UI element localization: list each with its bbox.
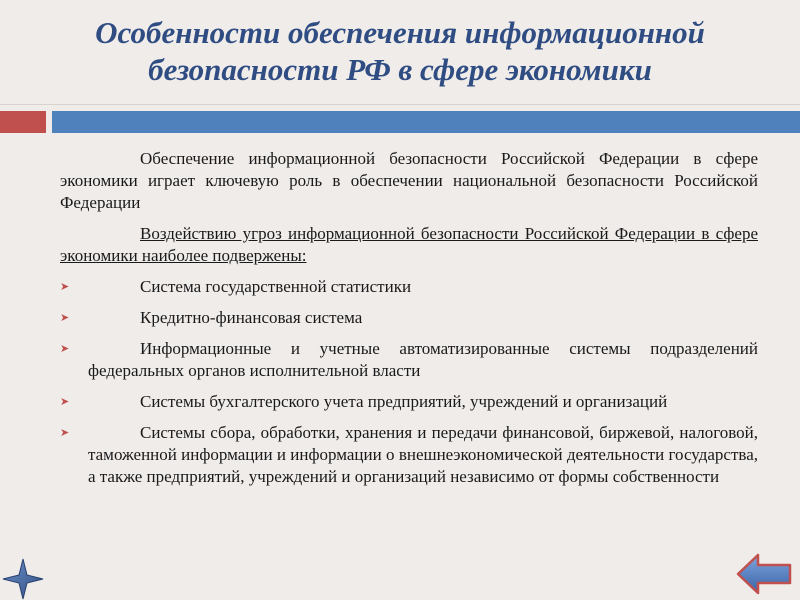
list-item (60, 391, 758, 413)
back-arrow-icon[interactable] (736, 553, 792, 595)
intro-paragraph: Обеспечение информационной безопасности Российской Федерации в сфере экономики играет ключевую роль в обеспечении национальной безопасности Российской Федерации (60, 149, 758, 212)
slide-title-line-2: безопасности РФ в сфере экономики (148, 52, 652, 87)
list-item-text: Система государственной статистики (140, 277, 412, 296)
chevron-right-icon: ➤ (60, 311, 70, 324)
chevron-right-icon: ➤ (60, 426, 70, 439)
list-item-text: Системы бухгалтерского учета предприятий, учреждений и организаций (140, 392, 668, 411)
list-item (60, 338, 758, 382)
list-item-text: Кредитно-финансовая система (140, 308, 363, 327)
list-item-text: Информационные и учетные автоматизированные системы подразделений федеральных органов исполнительной власти (88, 339, 758, 380)
slide-title (20, 14, 780, 88)
chevron-right-icon: ➤ (60, 395, 70, 408)
list-item (60, 422, 758, 488)
accent-bar-blue (52, 111, 800, 133)
list-item (60, 276, 758, 298)
subheading: Воздействию угроз информационной безопасности Российской Федерации в сфере экономики наиболее подвержены: (60, 224, 758, 265)
chevron-right-icon: ➤ (60, 342, 70, 355)
chevron-right-icon: ➤ (60, 280, 70, 293)
accent-bar-red (0, 111, 46, 133)
divider-line (0, 104, 800, 105)
slide-body (60, 148, 758, 497)
slide-title-line-1: Особенности обеспечения информационной (95, 15, 705, 50)
list-item-text: Системы сбора, обработки, хранения и передачи финансовой, биржевой, налоговой, таможенной информации и информации о внешнеэкономической деятельности государства, а также предприятий, учреждений и организаций независимо от формы собственности (88, 423, 758, 486)
list-item (60, 307, 758, 329)
four-point-star-icon (2, 558, 44, 600)
